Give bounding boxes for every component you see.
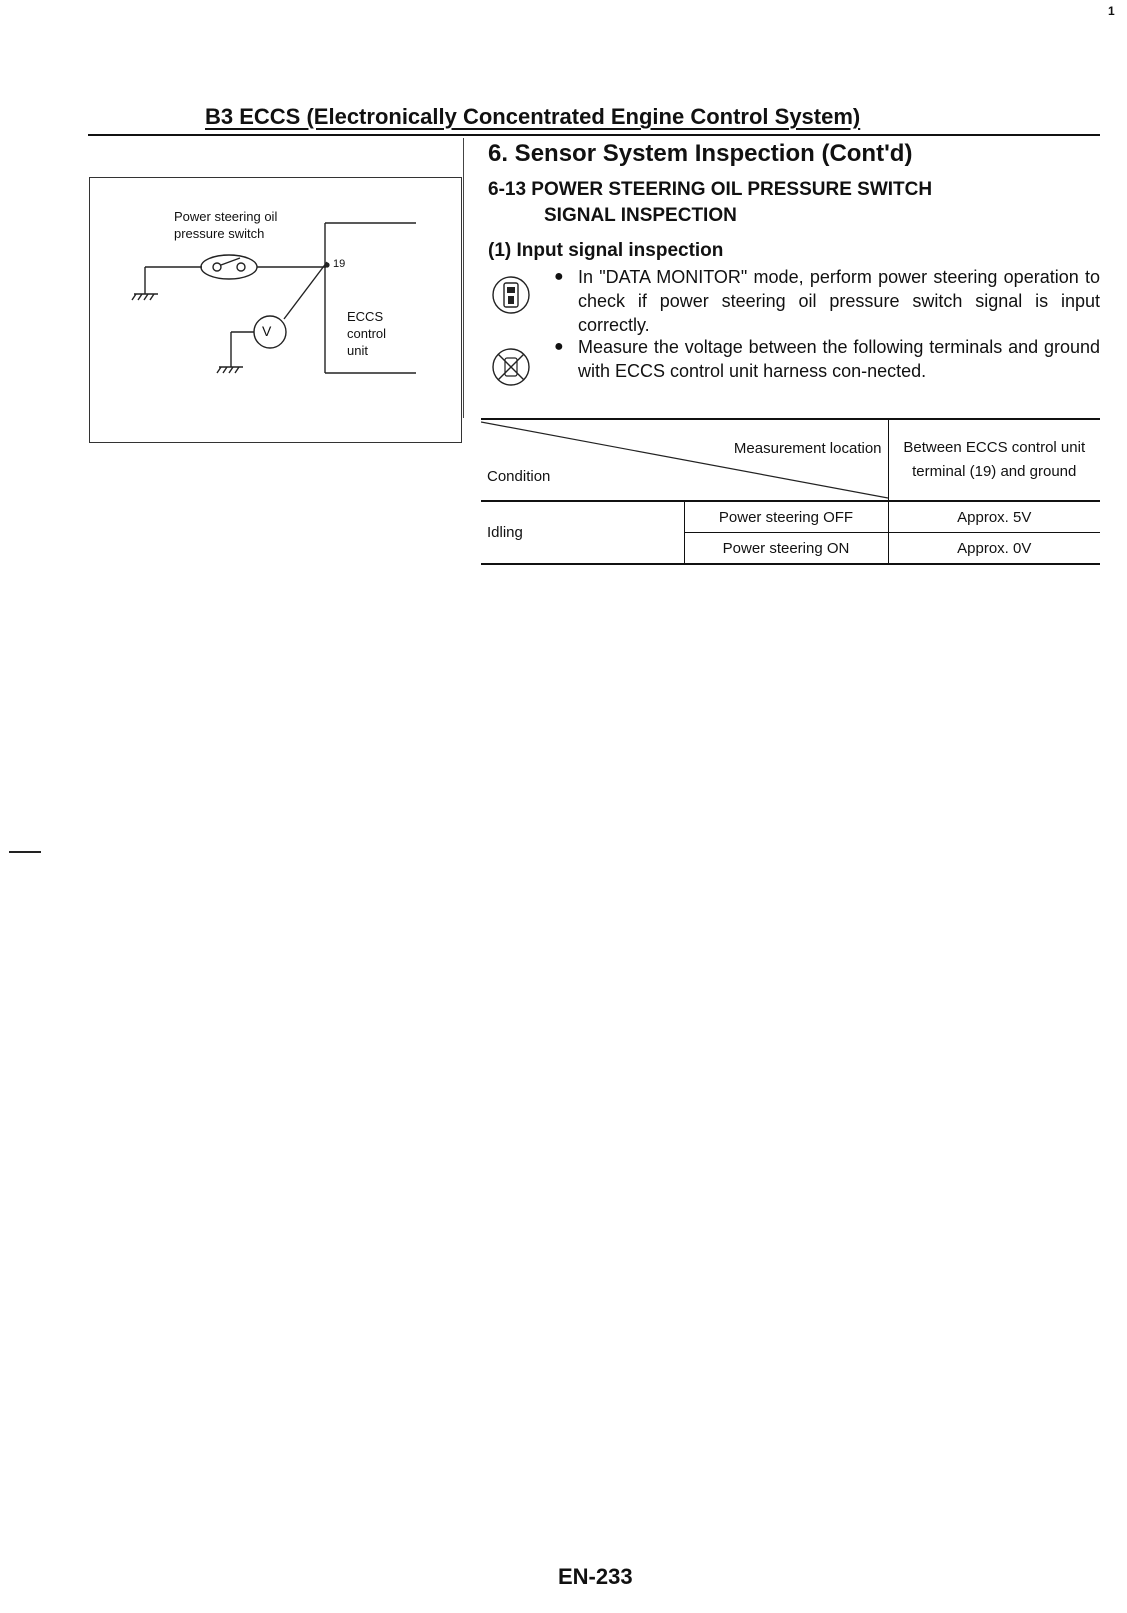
bullet-text: Measure the voltage between the following terminals and ground with ECCS control unit harness con-nected. [578, 337, 1100, 381]
margin-mark [9, 851, 41, 853]
column-divider [463, 138, 464, 418]
state-cell: Power steering OFF [684, 501, 888, 533]
condition-cell: Idling [481, 501, 684, 564]
terminal-number: 19 [333, 258, 346, 270]
no-tools-icon [490, 346, 532, 388]
table-header-row [481, 419, 1100, 501]
section-heading: 6. Sensor System Inspection (Cont'd) [488, 140, 913, 167]
diagonal-line [481, 420, 888, 500]
voltmeter-symbol: V [262, 323, 272, 339]
sub-heading: 6-13 POWER STEERING OIL PRESSURE SWITCH SIGNAL INSPECTION [488, 179, 933, 226]
diagonal-header-cell [481, 419, 888, 501]
measurement-header: Measurement location [733, 440, 882, 457]
corner-mark: 1 [1108, 4, 1115, 18]
bullet-text: In "DATA MONITOR" mode, perform power steering operation to check if power steering oil pressure switch signal is input correctly. [578, 267, 1100, 335]
terminal-dot [324, 262, 329, 267]
value-cell: Approx. 0V [888, 533, 1100, 565]
bullet-item [554, 265, 1100, 337]
state-cell: Power steering ON [684, 533, 888, 565]
switch-label: Power steering oil pressure switch [174, 209, 278, 241]
consult-tester-icon [490, 274, 532, 316]
table-row [481, 501, 1100, 533]
page-title: B3 ECCS (Electronically Concentrated Engine Control System) [205, 104, 861, 129]
value-cell: Approx. 5V [888, 501, 1100, 533]
bullet-item [554, 335, 1100, 383]
step-heading: (1) Input signal inspection [488, 240, 724, 261]
wiring-diagram [89, 177, 462, 443]
terminal-header: Between ECCS control unit terminal (19) and ground [888, 419, 1100, 501]
eccs-unit-label: ECCS control unit [347, 309, 387, 358]
condition-header: Condition [487, 468, 551, 485]
title-rule [88, 134, 1100, 136]
bullet-dot: ● [554, 268, 564, 285]
bullet-dot: ● [554, 338, 564, 355]
page-number: EN-233 [558, 1564, 633, 1589]
spec-table [481, 418, 1100, 565]
